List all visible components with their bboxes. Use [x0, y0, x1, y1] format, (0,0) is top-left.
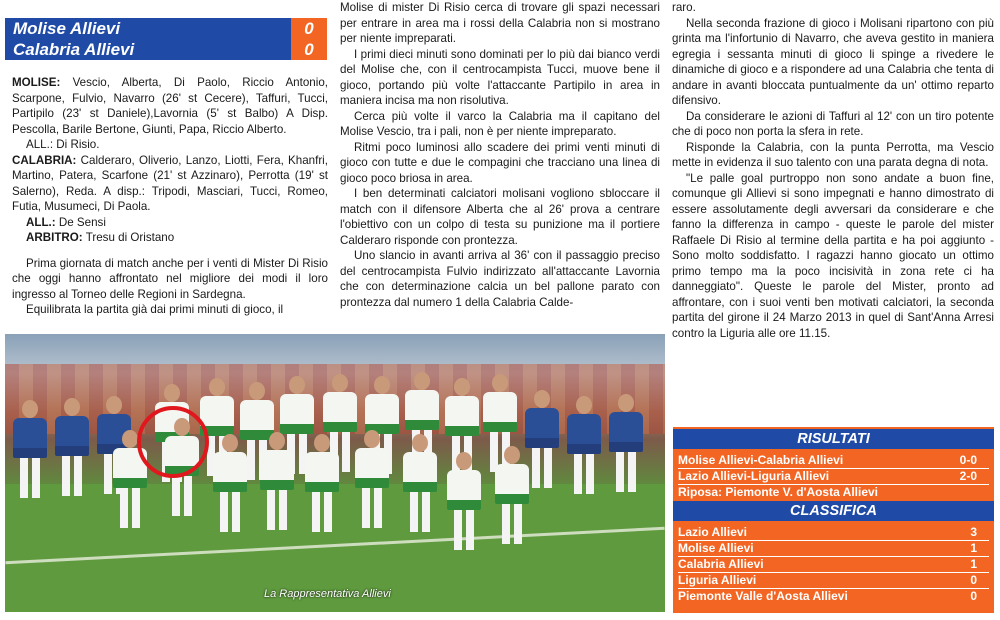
- home-team-name: Molise Allievi: [5, 18, 291, 39]
- standings-row: [678, 573, 989, 588]
- standings-row: [678, 557, 989, 572]
- calabria-coach-name: De Sensi: [58, 215, 106, 229]
- standings-team: Liguria Allievi: [678, 573, 757, 587]
- results-title: RISULTATI: [673, 429, 994, 449]
- result-score: 0-0: [959, 453, 977, 467]
- calabria-coach-label: ALL.:: [26, 215, 56, 229]
- highlight-circle: [137, 406, 209, 478]
- standings-points: 0: [970, 589, 977, 603]
- standings-row: [678, 541, 989, 556]
- standings-points: 0: [970, 573, 977, 587]
- referee-line: [12, 230, 328, 246]
- article-paragraph-1: Prima giornata di match anche per i venti di Mister Di Risio che oggi hanno affrontato nel migliore dei modi il loro ingresso al Torneo delle Regioni in Sardegna.: [12, 256, 328, 301]
- away-team-name: Calabria Allievi: [5, 39, 291, 60]
- calabria-lineup: [12, 153, 328, 215]
- calabria-players: Calderaro, Oliverio, Lanzo, Liotti, Fera, Khanfri, Martino, Patera, Scarfone (21' st Azzinaro), Perrotta (19' st Salerno), Reda. A disp.: Tripodi, Masciari, Tucci, Romeo, Futia, Musumeci, Di Paola.: [12, 153, 328, 213]
- standings-row: [678, 589, 989, 604]
- team-photo: [5, 334, 665, 612]
- standings-team: Piemonte Valle d'Aosta Allievi: [678, 589, 848, 603]
- article-paragraph-2-cont: Molise di mister Di Risio cerca di trovare gli spazi necessari per entrare in area ma i rossi della Calabria non si mostrano per niente impreparati.: [340, 1, 660, 45]
- standings-team: Molise Allievi: [678, 541, 754, 555]
- molise-players: Vescio, Alberta, Di Paolo, Riccio Antonio, Scarpone, Fulvio, Navarro (26' st Cecere), Taffuri, Tucci, Partipilo (23' st Daniele),Lavornia (5' st Balbo) A Disp. Pescolla, Barile Bertone, Giunti, Papa, Riccio Alberto.: [12, 76, 328, 136]
- result-match: Molise Allievi-Calabria Allievi: [678, 453, 844, 467]
- molise-lineup: [12, 75, 328, 137]
- article-paragraph-8: Nella seconda frazione di gioco i Molisani ripartono con più grinta ma l'infortunio di Navarro, che aveva gestito in maniera egregia i sessanta minuti di gioco li spinge a rivedere le dinamiche di gioco e a rispondere ad una Calabria che tenta di andare in avanti bloccata puntualmente da un' ottimo reparto difensivo.: [672, 16, 994, 107]
- article-paragraph-7-end: raro.: [672, 1, 696, 14]
- home-team-score: 0: [291, 18, 327, 39]
- article-column-2: [340, 0, 660, 310]
- article-paragraph-6: I ben determinati calciatori molisani vogliono sbloccare il match con il difensore Alberta che al 26' prova a centrare l'obiettivo con un colpo di testa su punizione ma il portiere Calderaro risponde con prontezza.: [340, 187, 660, 247]
- result-match: Lazio Allievi-Liguria Allievi: [678, 469, 830, 483]
- score-row-home: [5, 18, 327, 39]
- result-match: Riposa: Piemonte V. d'Aosta Allievi: [678, 485, 879, 499]
- referee-label: ARBITRO:: [26, 231, 83, 244]
- away-team-score: 0: [291, 39, 327, 60]
- photo-caption: La Rappresentativa Allievi: [264, 588, 391, 600]
- article-column-3: [672, 0, 994, 341]
- score-row-away: [5, 39, 327, 60]
- score-header: [5, 18, 327, 60]
- article-paragraph-9: Da considerare le azioni di Taffuri al 12' con un tiro potente che di poco non porta la sfera in rete.: [672, 109, 994, 138]
- calabria-coach: [12, 215, 328, 231]
- result-row: [678, 469, 989, 484]
- standings-row: [678, 525, 989, 540]
- article-paragraph-7-start: Uno slancio in avanti arriva al 36' con il passaggio preciso del centrocampista Fulvio indirizzato all'attaccante Lavornia che con determinazione calcia un bel pallone parato con prontezza dal numero 1 della Calabria Calde-: [340, 249, 660, 309]
- referee-name: Tresu di Oristano: [85, 231, 175, 244]
- article-paragraph-2-start: Equilibrata la partita già dai primi minuti di gioco, il: [26, 303, 284, 316]
- article-paragraph-11: "Le palle goal purtroppo non sono andate a buon fine, comunque gli Allievi si sono impegnati e hanno dimostrato di essere assolutamente degli avversari da considerare e che fanno la differenza in campo - queste le parole del mister Raffaele Di Risio al termine della partita e ha poi aggiunto - Sono molto soddisfatto. I ragazzi hanno giocato un ottimo primo tempo ma la poco incisività in zona rete ci ha danneggiato". Queste le parole del Mister, pronto ad affrontare, con i suoi venti ben motivati calciatori, la seconda partita del girone il 24 Marzo 2013 in quel di Sant'Anna Arresi contro la Liguria alle ore 11.15.: [672, 171, 994, 340]
- result-row: [678, 453, 989, 468]
- standings-team: Calabria Allievi: [678, 557, 764, 571]
- article-column-1: [12, 75, 328, 318]
- standings-title: CLASSIFICA: [673, 501, 994, 521]
- calabria-label: CALABRIA:: [12, 153, 77, 167]
- result-score: 2-0: [959, 469, 977, 483]
- standings-team: Lazio Allievi: [678, 525, 747, 539]
- article-paragraph-4: Cerca più volte il varco la Calabria ma il capitano del Molise Vescio, tra i pali, non è per niente impreparato.: [340, 109, 660, 138]
- results-box: [673, 427, 994, 613]
- standings-points: 1: [970, 557, 977, 571]
- article-paragraph-5: Ritmi poco luminosi allo scadere dei primi venti minuti di gioco con tutte e due le compagini che tracciano una linea di gioco poco briosa in area.: [340, 140, 660, 185]
- molise-coach: ALL.: Di Risio.: [26, 138, 100, 151]
- result-row: [678, 485, 989, 500]
- article-paragraph-10: Risponde la Calabria, con la punta Perrotta, ma Vescio mette in evidenza il suo talento con una parata degna di nota.: [672, 140, 994, 169]
- article-paragraph-3: I primi dieci minuti sono dominati per lo più dai bianco verdi del Molise che, con il centrocampista Tucci, muove bene il gioco, portando più volte l'attaccante Partipilo in area in maniera incisa ma non risolutiva.: [340, 47, 660, 107]
- standings-points: 3: [970, 525, 977, 539]
- standings-points: 1: [970, 541, 977, 555]
- molise-label: MOLISE:: [12, 76, 61, 89]
